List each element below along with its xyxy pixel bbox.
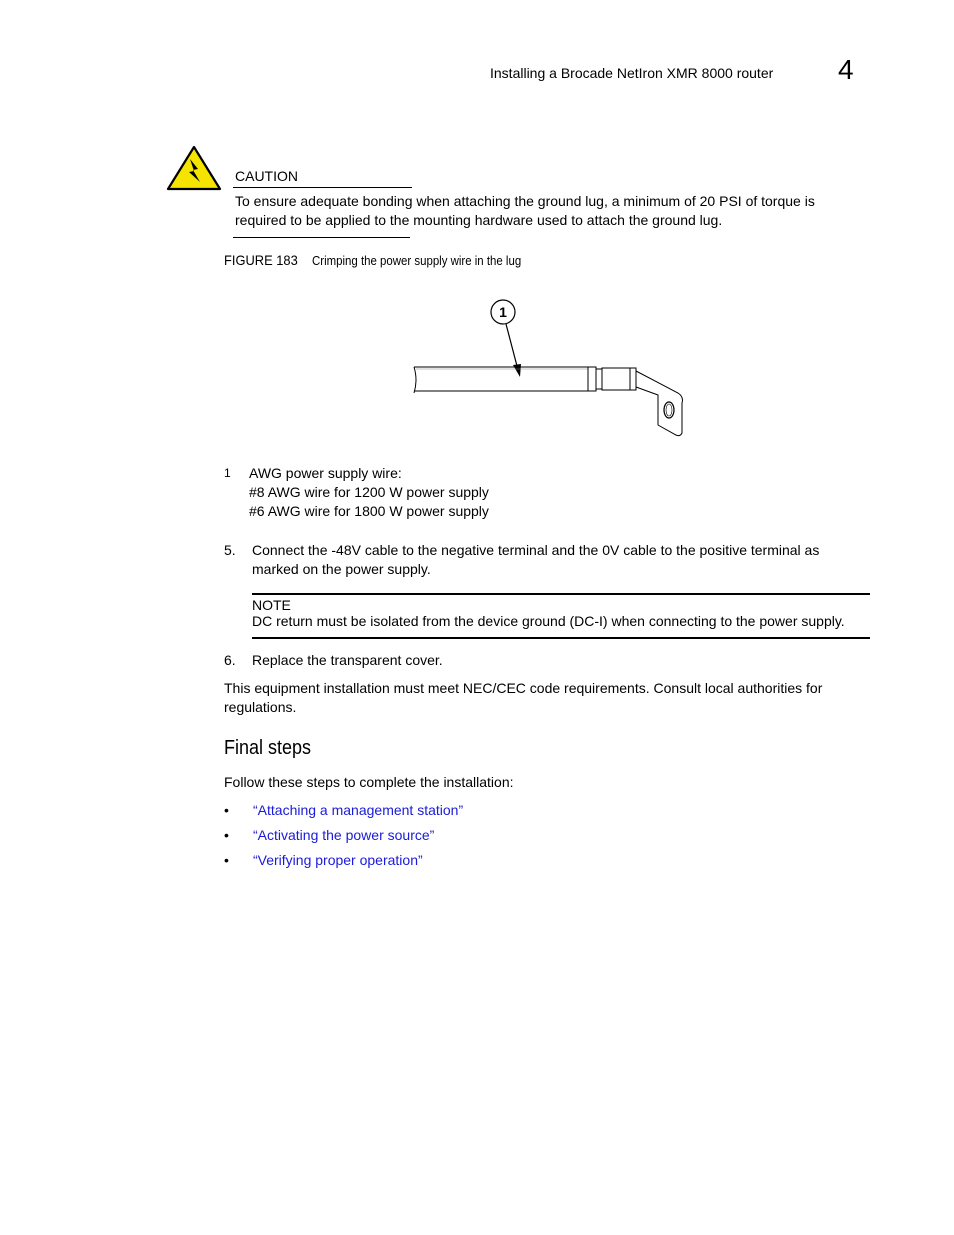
section-heading: Final steps bbox=[224, 737, 312, 759]
link-activating-power-source[interactable]: “Activating the power source” bbox=[253, 827, 435, 843]
figure-caption bbox=[224, 252, 550, 268]
legend-number: 1 bbox=[224, 466, 231, 480]
step-6-text: Replace the transparent cover. bbox=[252, 652, 443, 668]
caution-divider-top bbox=[233, 187, 412, 188]
note-text: DC return must be isolated from the device ground (DC-I) when connecting to the power supply. bbox=[252, 613, 845, 629]
running-header-title: Installing a Brocade NetIron XMR 8000 router bbox=[490, 65, 774, 81]
caution-divider-bottom bbox=[233, 237, 410, 238]
figure-number: FIGURE 183 bbox=[224, 252, 298, 268]
step-6-number: 6. bbox=[224, 652, 236, 668]
note-label: NOTE bbox=[252, 597, 291, 613]
legend-line: #8 AWG wire for 1200 W power supply bbox=[249, 484, 489, 500]
bullet-icon: • bbox=[224, 827, 229, 843]
step-5-text: Connect the -48V cable to the negative terminal and the 0V cable to the positive terminal as marked on the power supply. bbox=[252, 542, 820, 577]
callout-number: 1 bbox=[499, 304, 507, 320]
wire-lug-illustration bbox=[400, 295, 700, 445]
legend-list bbox=[249, 464, 489, 521]
caution-text: To ensure adequate bonding when attaching the ground lug, a minimum of 20 PSI of torque is required to be applied to the mounting hardware used to attach the ground lug. bbox=[235, 193, 815, 228]
compliance-paragraph: This equipment installation must meet NEC/CEC code requirements. Consult local authorities for regulations. bbox=[224, 680, 823, 715]
legend-line: #6 AWG wire for 1800 W power supply bbox=[249, 503, 489, 519]
chapter-number: 4 bbox=[838, 54, 854, 85]
section-intro: Follow these steps to complete the installation: bbox=[224, 774, 514, 790]
note-divider-bottom bbox=[252, 637, 870, 639]
note-divider-top bbox=[252, 593, 870, 595]
step-5-number: 5. bbox=[224, 542, 236, 558]
caution-label: CAUTION bbox=[235, 168, 298, 184]
link-attaching-management-station[interactable]: “Attaching a management station” bbox=[253, 802, 464, 818]
figure-title: Crimping the power supply wire in the lug bbox=[312, 253, 522, 268]
electrical-hazard-icon bbox=[166, 145, 222, 191]
bullet-icon: • bbox=[224, 852, 229, 868]
link-verifying-proper-operation[interactable]: “Verifying proper operation” bbox=[253, 852, 423, 868]
legend-line: AWG power supply wire: bbox=[249, 465, 402, 481]
bullet-icon: • bbox=[224, 802, 229, 818]
